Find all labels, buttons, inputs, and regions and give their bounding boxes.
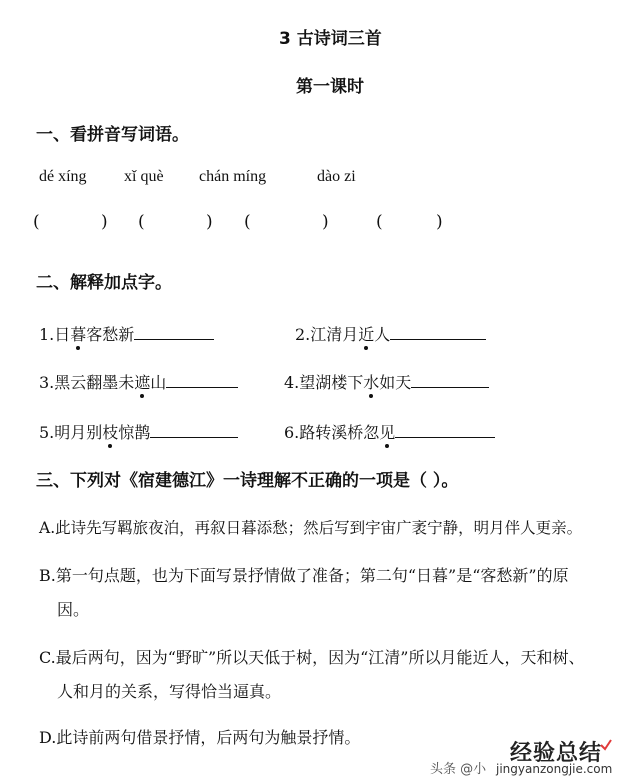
section-1-heading: 一、看拼音写词语。 [36, 125, 189, 145]
explain-item-5: 5.明月别枝惊鹊 [39, 420, 238, 443]
option-b-cont: 因。 [57, 600, 90, 619]
section-3-heading: 三、下列对《宿建德江》一诗理解不正确的一项是（ ）。 [36, 471, 459, 491]
answer-box-2[interactable]: ( [138, 212, 145, 232]
answer-blank-4[interactable] [411, 386, 489, 388]
page-title: 3 古诗词三首 [279, 29, 382, 49]
explain-item-1: 1.日暮客愁新 [39, 322, 214, 345]
dotted-char: 水 [363, 370, 379, 393]
pinyin-2: xǐ què [124, 168, 164, 185]
answer-blank-5[interactable] [150, 436, 238, 438]
answer-box-1[interactable]: ( [33, 212, 40, 232]
brand-watermark: 经验总结 [510, 741, 603, 766]
option-b[interactable]: B.第一句点题，也为下面写景抒情做了准备；第二句“日暮”是“客愁新”的原 [39, 566, 569, 585]
dotted-char: 见 [379, 420, 395, 443]
option-c[interactable]: C.最后两句，因为“野旷”所以天低于树，因为“江清”所以月能近人，天和树、 [39, 648, 585, 667]
lesson-subtitle: 第一课时 [296, 77, 364, 97]
dotted-char: 枝 [102, 420, 118, 443]
pinyin-3: chán míng [199, 168, 267, 185]
option-a[interactable]: A.此诗先写羁旅夜泊，再叙日暮添愁；然后写到宇宙广袤宁静，明月伴人更亲。 [39, 519, 583, 537]
pinyin-1: dé xíng [39, 168, 87, 185]
dotted-char: 遮 [134, 370, 150, 393]
answer-box-3[interactable]: ( [244, 212, 251, 232]
explain-item-4: 4.望湖楼下水如天 [284, 370, 489, 393]
option-c-cont: 人和月的关系，写得恰当逼真。 [57, 682, 282, 701]
check-icon [600, 736, 612, 748]
section-2-heading: 二、解释加点字。 [36, 273, 172, 293]
option-d[interactable]: D.此诗前两句借景抒情，后两句为触景抒情。 [39, 728, 361, 747]
dotted-char: 暮 [70, 322, 86, 345]
answer-blank-1[interactable] [134, 338, 214, 340]
dotted-char: 近 [358, 322, 374, 345]
explain-item-6: 6.路转溪桥忽见 [284, 420, 495, 443]
source-watermark: 头条 @小 [430, 762, 487, 777]
url-watermark: jingyanzongjie.com [496, 762, 613, 776]
explain-item-3: 3.黑云翻墨未遮山 [39, 370, 238, 393]
answer-box-4[interactable]: ( [376, 212, 383, 232]
answer-blank-6[interactable] [395, 436, 495, 438]
pinyin-4: dào zi [317, 168, 356, 185]
explain-item-2: 2.江清月近人 [295, 322, 486, 345]
answer-blank-3[interactable] [166, 386, 238, 388]
answer-blank-2[interactable] [390, 338, 486, 340]
